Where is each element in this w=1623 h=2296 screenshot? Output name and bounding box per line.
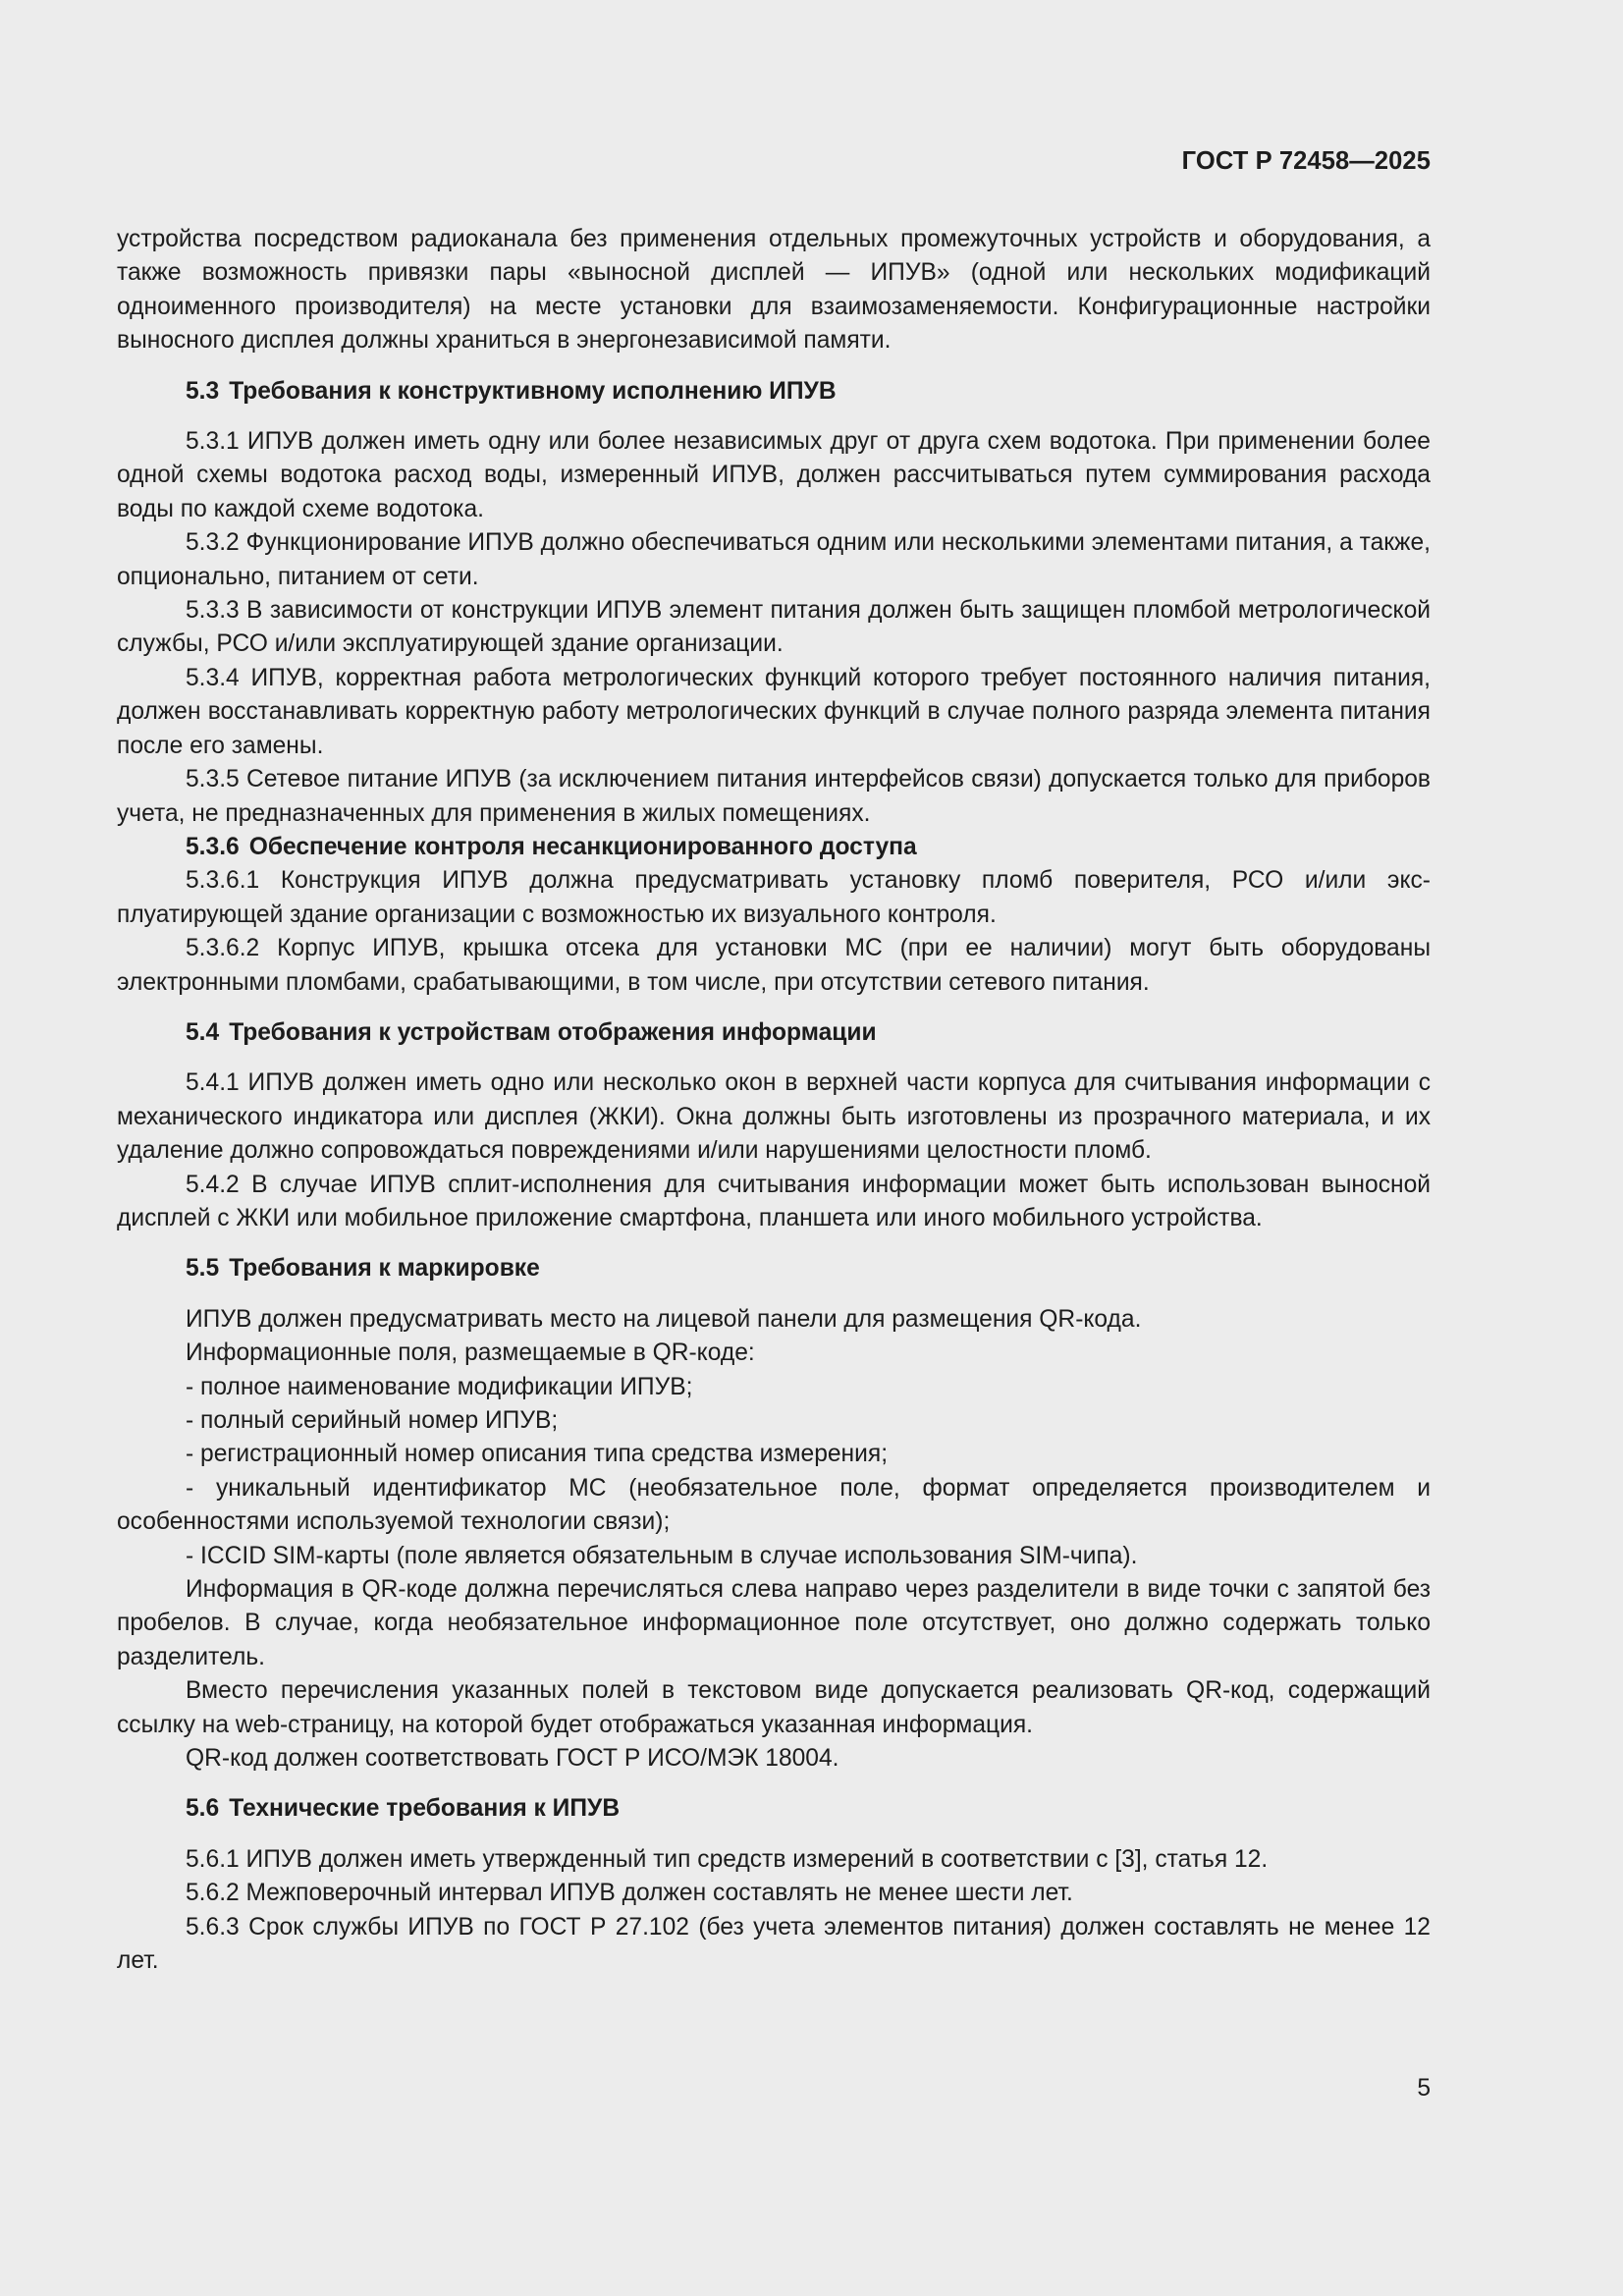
list-item: - регистрационный номер описания типа средства измерения; bbox=[186, 1441, 889, 1468]
section-heading-5-5 bbox=[117, 1252, 1431, 1285]
clause-5-3-2: 5.3.2 Функционирование ИПУВ должно обеспечиваться одним или несколькими элементами питания, а также, опционально, питанием от сети. bbox=[117, 529, 1431, 590]
clause-5-3-6-2: 5.3.6.2 Корпус ИПУВ, крышка отсека для установки МС (при ее наличии) могут быть оборудованы электронными пломбами, срабатывающими, в том числе, при отсутствии сетевого питания. bbox=[117, 935, 1431, 996]
clause-5-4-1: 5.4.1 ИПУВ должен иметь одно или несколько окон в верхней части корпуса для считывания информации с механического индикатора или дисплея (ЖКИ). Окна должны быть изготовлены из прозрачного материала, и их удаление должно сопровождаться повреждениями и/или нарушениями целостности пломб. bbox=[117, 1069, 1431, 1165]
marking-paragraph: Информация в QR-коде должна перечисляться слева направо через разделители в виде точки с запятой без пробелов. В случае, когда необязательное информационное поле отсутствует, оно должно содержать только разделитель. bbox=[117, 1576, 1431, 1670]
section-number: 5.3 bbox=[186, 377, 220, 405]
page-number: 5 bbox=[1417, 2075, 1431, 2102]
section-heading-5-3 bbox=[117, 375, 1431, 409]
clause-5-3-1: 5.3.1 ИПУВ должен иметь одну или более независимых друг от друга схем водотока. При применении более одной схемы водотока расход воды, измеренный ИПУВ, должен рассчитываться путем суммирования расхода воды по каждой схеме водотока. bbox=[117, 428, 1431, 522]
clause-5-6-3: 5.6.3 Срок службы ИПУВ по ГОСТ Р 27.102 (без учета элементов питания) должен составлять не менее 12 лет. bbox=[117, 1913, 1431, 1975]
list-item: - полный серийный номер ИПУВ; bbox=[186, 1407, 559, 1434]
section-title: Требования к устройствам отображения информации bbox=[229, 1018, 877, 1046]
clause-5-3-4: 5.3.4 ИПУВ, корректная работа метрологических функций которого требует постоянного наличия питания, должен восстанавливать корректную работу метрологических функций в случае полного разряда элемента питания после его замены. bbox=[117, 664, 1431, 759]
subsection-heading-5-3-6 bbox=[117, 831, 1431, 864]
marking-paragraph: Информационные поля, размещаемые в QR-коде: bbox=[186, 1339, 755, 1367]
marking-paragraph: ИПУВ должен предусматривать место на лицевой панели для размещения QR-кода. bbox=[186, 1305, 1142, 1333]
section-number: 5.3.6 bbox=[186, 833, 240, 860]
clause-5-3-5: 5.3.5 Сетевое питание ИПУВ (за исключением питания интерфейсов связи) допускается только для приборов учета, не предназначенных для применения в жилых помещениях. bbox=[117, 766, 1431, 827]
section-number: 5.6 bbox=[186, 1795, 220, 1823]
document-code-header: ГОСТ Р 72458—2025 bbox=[1181, 147, 1431, 175]
section-heading-5-4 bbox=[117, 1016, 1431, 1050]
clause-5-3-3: 5.3.3 В зависимости от конструкции ИПУВ элемент питания должен быть защищен пломбой метрологической службы, РСО и/или эксплуатирующей здание организации. bbox=[117, 597, 1431, 658]
paragraph-continuation: устройства посредством радиоканала без применения отдельных промежуточных устройств и оборудования, а также возможность привязки пары «выносной дисплей — ИПУВ» (одной или нескольких модификаций одноименного производителя) на месте установки для взаимозаменяемости. Конфигурационные настройки выносного дисплея должны храниться в энергонезависимой памяти. bbox=[117, 226, 1431, 355]
list-item: - уникальный идентификатор МС (необязательное поле, формат определяется производителем и особенностями используемой технологии связи); bbox=[117, 1474, 1431, 1536]
list-item: - полное наименование модификации ИПУВ; bbox=[186, 1373, 693, 1400]
section-title: Требования к маркировке bbox=[229, 1255, 540, 1283]
marking-paragraph: QR-код должен соответствовать ГОСТ Р ИСО/МЭК 18004. bbox=[186, 1745, 839, 1773]
document-body bbox=[117, 223, 1431, 1979]
section-title: Требования к конструктивному исполнению ИПУВ bbox=[229, 377, 837, 405]
section-title: Технические требования к ИПУВ bbox=[229, 1795, 621, 1823]
clause-5-4-2: 5.4.2 В случае ИПУВ сплит-исполнения для считывания информации может быть использован выносной дисплей с ЖКИ или мобильное приложение смартфона, планшета или иного мобильного устройства. bbox=[117, 1171, 1431, 1231]
clause-5-6-2: 5.6.2 Межповерочный интервал ИПУВ должен составлять не менее шести лет. bbox=[186, 1880, 1073, 1907]
clause-5-6-1: 5.6.1 ИПУВ должен иметь утвержденный тип средств измерений в соответствии с [3], статья 12. bbox=[186, 1845, 1269, 1873]
marking-paragraph: Вместо перечисления указанных полей в текстовом виде допускается реализовать QR-код, содержащий ссылку на web-страницу, на которой будет отображаться указанная информация. bbox=[117, 1677, 1431, 1738]
section-heading-5-6 bbox=[117, 1792, 1431, 1826]
section-title: Обеспечение контроля несанкционированного доступа bbox=[248, 833, 917, 860]
clause-5-3-6-1: 5.3.6.1 Конструкция ИПУВ должна предусматривать установку пломб поверителя, РСО и/или эксплуатирующей здание организации с возможностью их визуального контроля. bbox=[117, 867, 1431, 928]
section-number: 5.4 bbox=[186, 1018, 220, 1046]
section-number: 5.5 bbox=[186, 1255, 220, 1283]
list-item: - ICCID SIM-карты (поле является обязательным в случае использования SIM-чипа). bbox=[186, 1542, 1138, 1569]
